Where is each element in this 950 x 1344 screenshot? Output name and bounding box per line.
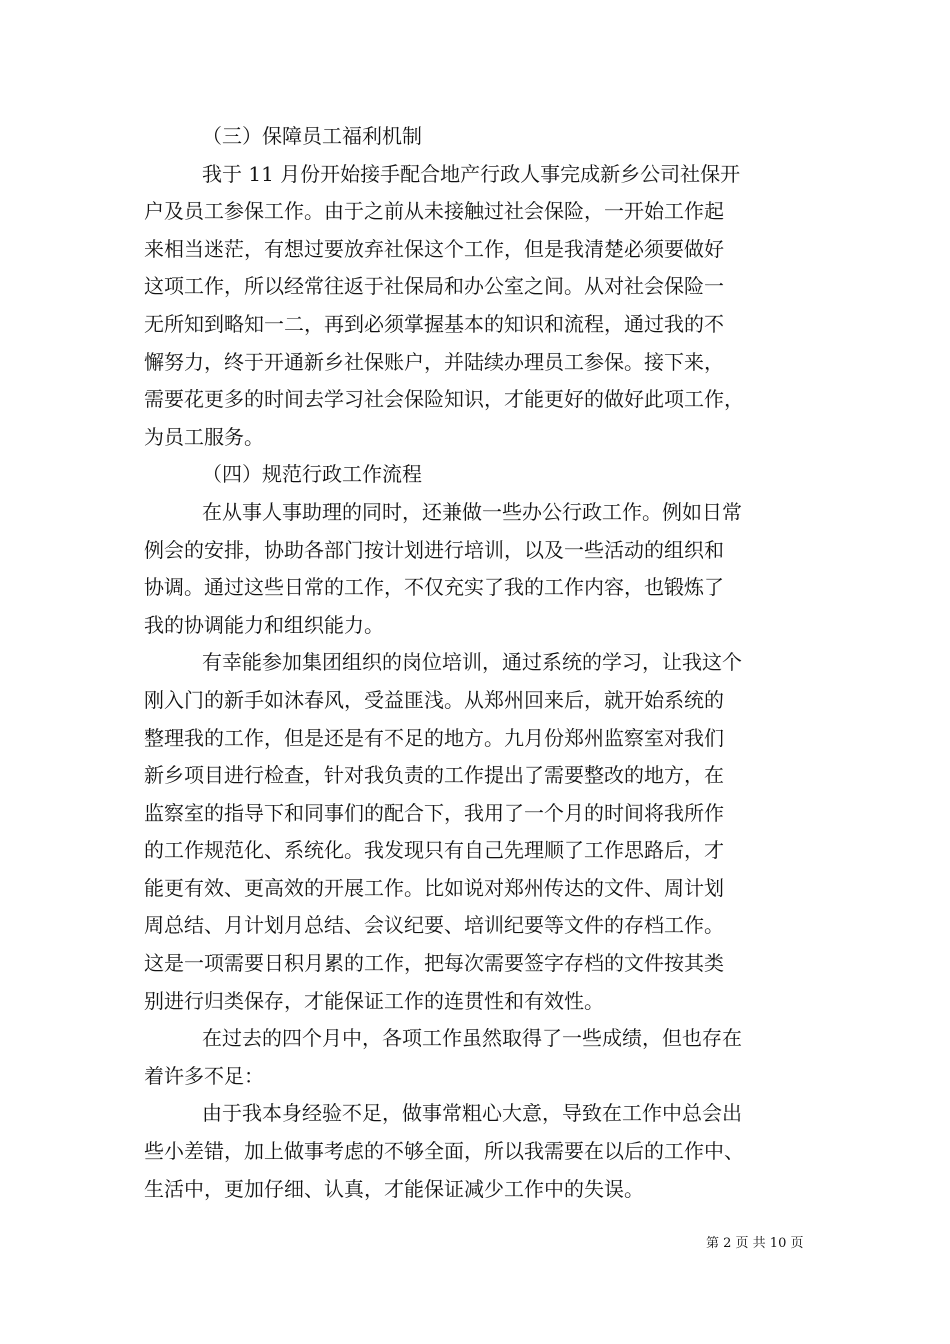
paragraph-line: 来相当迷茫，有想过要放弃社保这个工作，但是我清楚必须要做好 — [144, 236, 724, 261]
paragraph-line: 的工作规范化、系统化。我发现只有自己先理顺了工作思路后，才 — [144, 838, 724, 863]
paragraph-line: 有幸能参加集团组织的岗位培训，通过系统的学习，让我这个 — [202, 650, 742, 675]
paragraph-line: 我于 11 月份开始接手配合地产行政人事完成新乡公司社保开 — [202, 161, 741, 186]
paragraph-line: 这是一项需要日积月累的工作，把每次需要签字存档的文件按其类 — [144, 951, 724, 976]
paragraph-line: 别进行归类保存，才能保证工作的连贯性和有效性。 — [144, 988, 604, 1013]
paragraph-line: 能更有效、更高效的开展工作。比如说对郑州传达的文件、周计划 — [144, 875, 724, 900]
paragraph-line: 这项工作，所以经常往返于社保局和办公室之间。从对社会保险一 — [144, 274, 724, 299]
paragraph-line: 监察室的指导下和同事们的配合下，我用了一个月的时间将我所作 — [144, 800, 724, 825]
paragraph-line: 户及员工参保工作。由于之前从未接触过社会保险，一开始工作起 — [144, 199, 724, 224]
paragraph-line: 协调。通过这些日常的工作，不仅充实了我的工作内容，也锻炼了 — [144, 575, 724, 600]
paragraph-line: 我的协调能力和组织能力。 — [144, 612, 384, 637]
paragraph-line: 些小差错，加上做事考虑的不够全面，所以我需要在以后的工作中、 — [144, 1139, 744, 1164]
section-heading-3: （三）保障员工福利机制 — [202, 124, 422, 148]
paragraph-line: 由于我本身经验不足，做事常粗心大意，导致在工作中总会出 — [202, 1101, 742, 1126]
paragraph-line: 周总结、月计划月总结、会议纪要、培训纪要等文件的存档工作。 — [144, 913, 724, 938]
paragraph-line: 例会的安排，协助各部门按计划进行培训，以及一些活动的组织和 — [144, 537, 724, 562]
paragraph-line: 新乡项目进行检查，针对我负责的工作提出了需要整改的地方，在 — [144, 763, 724, 788]
paragraph-line: 懈努力，终于开通新乡社保账户，并陆续办理员工参保。接下来， — [144, 349, 724, 374]
paragraph-line: 整理我的工作，但是还是有不足的地方。九月份郑州监察室对我们 — [144, 725, 724, 750]
paragraph-line: 在过去的四个月中，各项工作虽然取得了一些成绩，但也存在 — [202, 1026, 742, 1051]
paragraph-line: 无所知到略知一二，再到必须掌握基本的知识和流程，通过我的不 — [144, 311, 724, 336]
paragraph-line: 需要花更多的时间去学习社会保险知识，才能更好的做好此项工作， — [144, 387, 744, 412]
section-heading-4: （四）规范行政工作流程 — [202, 462, 422, 487]
paragraph-line: 为员工服务。 — [144, 424, 264, 449]
paragraph-line: 在从事人事助理的同时，还兼做一些办公行政工作。例如日常 — [202, 499, 742, 524]
paragraph-line: 生活中，更加仔细、认真，才能保证减少工作中的失误。 — [144, 1176, 644, 1201]
paragraph-line: 着许多不足： — [144, 1063, 264, 1088]
document-body — [144, 118, 824, 1208]
page-number-footer: 第 2 页 共 10 页 — [706, 1236, 804, 1251]
paragraph-line: 刚入门的新手如沐春风，受益匪浅。从郑州回来后，就开始系统的 — [144, 687, 724, 712]
